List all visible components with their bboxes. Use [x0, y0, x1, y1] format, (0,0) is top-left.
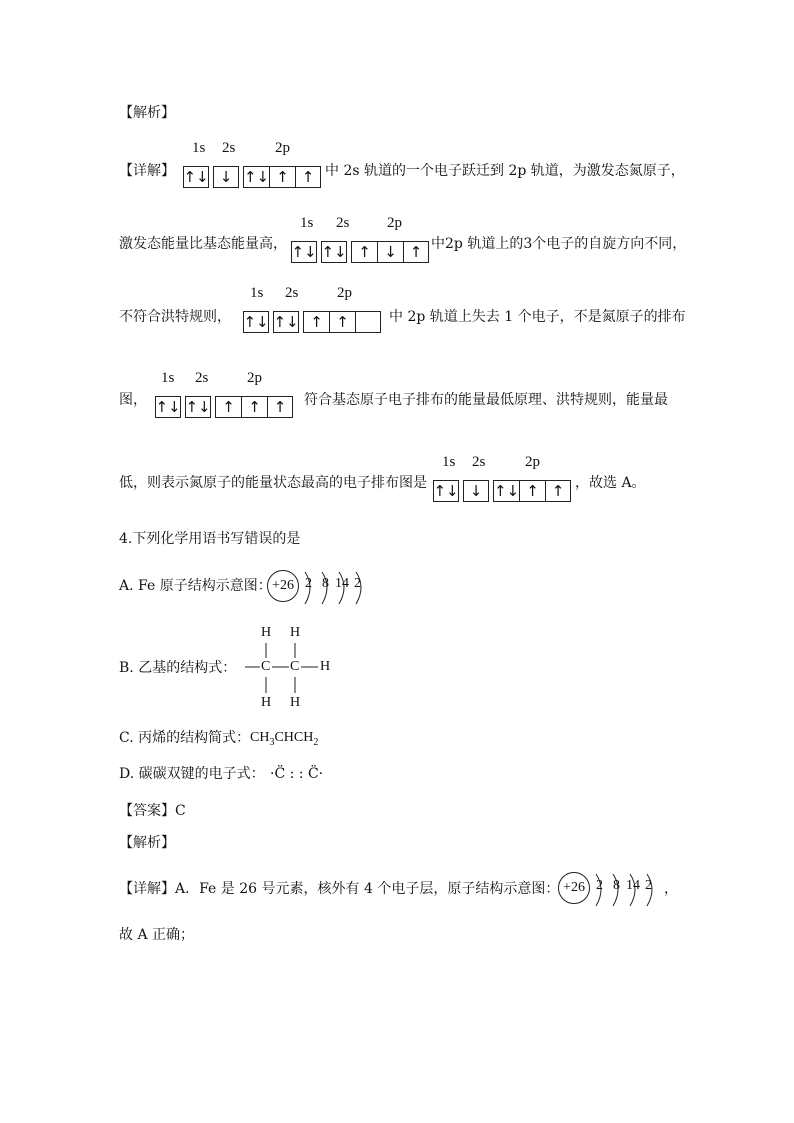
- paragraph-line: 中 2p 轨道上失去 1 个电子，不是氮原子的排布: [389, 309, 686, 325]
- orbital-2s: ↓: [213, 166, 239, 188]
- orbital-2p: ↑: [303, 311, 329, 333]
- orbital-diagram-5: [433, 454, 573, 506]
- shell-count: 14: [335, 576, 349, 591]
- paragraph-line: 中 2s 轨道的一个电子跃迁到 2p 轨道，为激发态氮原子，: [325, 163, 685, 179]
- orbital-2s: ↑↓: [321, 243, 347, 261]
- detail-heading: 【详解】: [119, 163, 175, 179]
- shell-count: 2: [645, 878, 652, 893]
- label-2p: 2p: [525, 454, 540, 470]
- shell-count: 2: [305, 576, 312, 591]
- question-stem: 4.下列化学用语书写错误的是: [119, 531, 301, 547]
- option-d-label: D. 碳碳双键的电子式：: [119, 766, 265, 782]
- orbital-2p: ↑: [329, 311, 355, 333]
- shell-count: 2: [596, 878, 603, 893]
- label-2s: 2s: [336, 215, 350, 231]
- label-1s: 1s: [300, 215, 314, 231]
- paragraph-line: ，故选 A。: [575, 475, 646, 491]
- label-1s: 1s: [161, 370, 175, 386]
- orbital-2p: ↑↓: [243, 168, 270, 186]
- label-1s: 1s: [442, 454, 456, 470]
- orbital-2p: ↑: [295, 166, 321, 188]
- conclusion-text: 故 A 正确；: [119, 927, 195, 943]
- label-1s: 1s: [192, 140, 206, 156]
- orbital-1s: ↑↓: [183, 168, 209, 186]
- label-2s: 2s: [195, 370, 209, 386]
- paragraph-line: 激发态能量比基态能量高，: [119, 236, 287, 252]
- atom-h: H: [261, 695, 272, 710]
- orbital-2p: ↓: [377, 241, 403, 263]
- carbon-double-bond-electron-formula: ·C̈ : : C̈·: [270, 766, 324, 782]
- label-2s: 2s: [285, 285, 299, 301]
- analysis-heading: 【解析】: [119, 105, 175, 121]
- atom-c: C: [290, 659, 300, 674]
- orbital-2p: ↑: [403, 241, 429, 263]
- orbital-diagram-4: [155, 370, 295, 422]
- orbital-1s: ↑↓: [243, 313, 269, 331]
- paragraph-line: 中2p 轨道上的3个电子的自旋方向不同，: [431, 236, 687, 252]
- orbital-2p: ↑↓: [493, 482, 520, 500]
- analysis-heading: 【解析】: [119, 835, 175, 851]
- atom-c: C: [261, 659, 271, 674]
- option-b-label: B. 乙基的结构式：: [119, 660, 237, 676]
- orbital-2p: ↑: [545, 480, 571, 502]
- orbital-1s: ↑↓: [155, 398, 181, 416]
- orbital-2s: ↑↓: [185, 398, 211, 416]
- atom-h: H: [320, 659, 331, 674]
- paragraph-line: 图，: [119, 392, 147, 408]
- punctuation: ，: [664, 881, 678, 897]
- shell-count: 8: [613, 878, 620, 893]
- answer: 【答案】C: [119, 803, 186, 819]
- paragraph-line: 不符合洪特规则，: [119, 309, 231, 325]
- orbital-diagram-1: [183, 140, 323, 192]
- orbital-2p: [355, 311, 381, 333]
- orbital-2p: ↑: [519, 480, 545, 502]
- shell-count: 2: [354, 576, 361, 591]
- orbital-2p: ↑: [269, 166, 295, 188]
- orbital-2p: ↑: [267, 396, 293, 418]
- orbital-2s: ↓: [463, 480, 489, 502]
- label-1s: 1s: [250, 285, 264, 301]
- propene-formula: [250, 729, 318, 752]
- label-2p: 2p: [275, 140, 290, 156]
- orbital-diagram-2: [291, 215, 431, 267]
- label-2s: 2s: [222, 140, 236, 156]
- subscript: 3: [269, 736, 275, 748]
- orbital-2s: ↑↓: [273, 313, 299, 331]
- paragraph-line: 符合基态原子电子排布的能量最低原理、洪特规则，能量最: [304, 392, 668, 408]
- option-a-label: A. Fe 原子结构示意图：: [119, 578, 272, 594]
- subscript: 2: [313, 736, 319, 748]
- orbital-2p: ↑: [241, 396, 267, 418]
- orbital-1s: ↑↓: [433, 482, 459, 500]
- bond-lines: [245, 625, 345, 715]
- label-2p: 2p: [387, 215, 402, 231]
- label-2p: 2p: [337, 285, 352, 301]
- label-2s: 2s: [472, 454, 486, 470]
- nucleus: +26: [267, 570, 299, 602]
- shell-count: 14: [626, 878, 640, 893]
- fe-atom-diagram: [558, 872, 668, 912]
- formula-part: CHCH: [274, 730, 314, 745]
- orbital-2p: ↑: [215, 396, 241, 418]
- ethyl-structural-formula: [245, 625, 345, 715]
- fe-atom-diagram: [267, 570, 377, 610]
- shell-count: 8: [322, 576, 329, 591]
- paragraph-line: 低，则表示氮原子的能量状态最高的电子排布图是: [119, 475, 427, 491]
- orbital-1s: ↑↓: [291, 243, 317, 261]
- nucleus: +26: [558, 872, 590, 904]
- atom-h: H: [261, 625, 272, 640]
- atom-h: H: [290, 695, 301, 710]
- label-2p: 2p: [247, 370, 262, 386]
- formula-part: CH: [250, 730, 270, 745]
- orbital-diagram-3: [243, 285, 383, 337]
- orbital-2p: ↑: [351, 241, 377, 263]
- option-c-label: C. 丙烯的结构简式：: [119, 730, 251, 746]
- detail-text: 【详解】A．Fe 是 26 号元素，核外有 4 个电子层，原子结构示意图：: [119, 881, 560, 897]
- atom-h: H: [290, 625, 301, 640]
